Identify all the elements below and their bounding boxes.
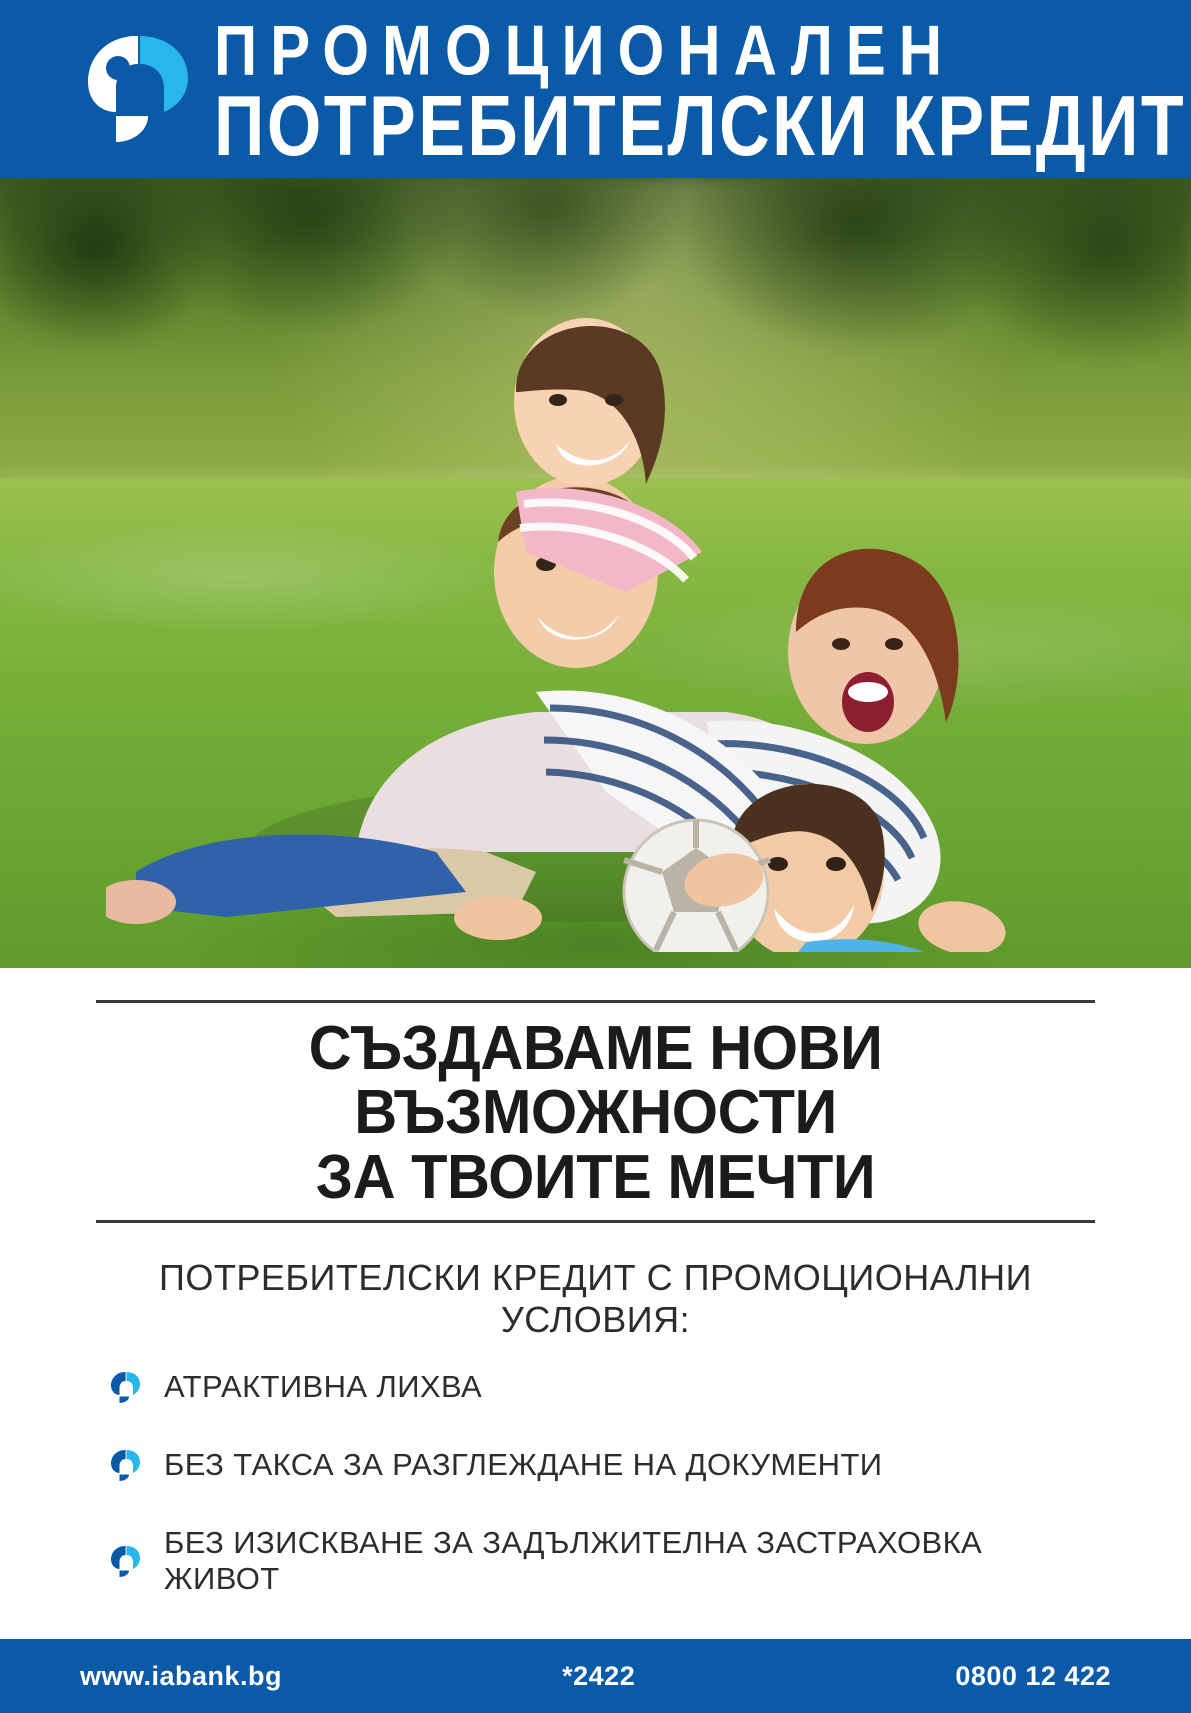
header-banner [0,0,1191,178]
headline-line-2: ЗА ТВОИТЕ МЕЧТИ [315,1142,876,1212]
hero-family-illustration [106,252,1086,952]
hero-photo [0,178,1191,968]
list-item-label: БЕЗ ИЗИСКВАНЕ ЗА ЗАДЪЛЖИТЕЛНА ЗАСТРАХОВКА ЖИВОТ [164,1525,983,1597]
list-item [108,1369,1095,1405]
header-title-group [214,10,1187,174]
header-title-line-1: ПРОМОЦИОНАЛЕН [214,10,956,90]
benefits-list [96,1369,1095,1597]
list-item [108,1447,1095,1483]
page-title [116,1003,1075,1220]
ia-bank-bullet-icon [108,1544,142,1578]
headline-line-1: СЪЗДАВАМЕ НОВИ ВЪЗМОЖНОСТИ [308,1014,883,1148]
ia-bank-bullet-icon [108,1370,142,1404]
ia-bank-logo-icon [78,30,196,148]
list-item-label: БЕЗ ТАКСА ЗА РАЗГЛЕЖДАНЕ НА ДОКУМЕНТИ [164,1447,883,1483]
header-title-line-2: ПОТРЕБИТЕЛСКИ КРЕДИТ [214,77,1187,174]
footer-phone[interactable]: 0800 12 422 [955,1660,1111,1691]
footer-bar [0,1639,1191,1713]
list-item [108,1525,1095,1597]
ia-bank-bullet-icon [108,1448,142,1482]
list-item-label: АТРАКТИВНА ЛИХВА [164,1369,483,1405]
subheadline: ПОТРЕБИТЕЛСКИ КРЕДИТ С ПРОМОЦИОНАЛНИ УСЛОВИЯ: [159,1257,1032,1341]
divider-bottom [96,1220,1095,1223]
footer-short-number[interactable]: *2422 [562,1660,636,1691]
main-content [0,968,1191,1639]
footer-website[interactable]: www.iabank.bg [80,1660,283,1691]
